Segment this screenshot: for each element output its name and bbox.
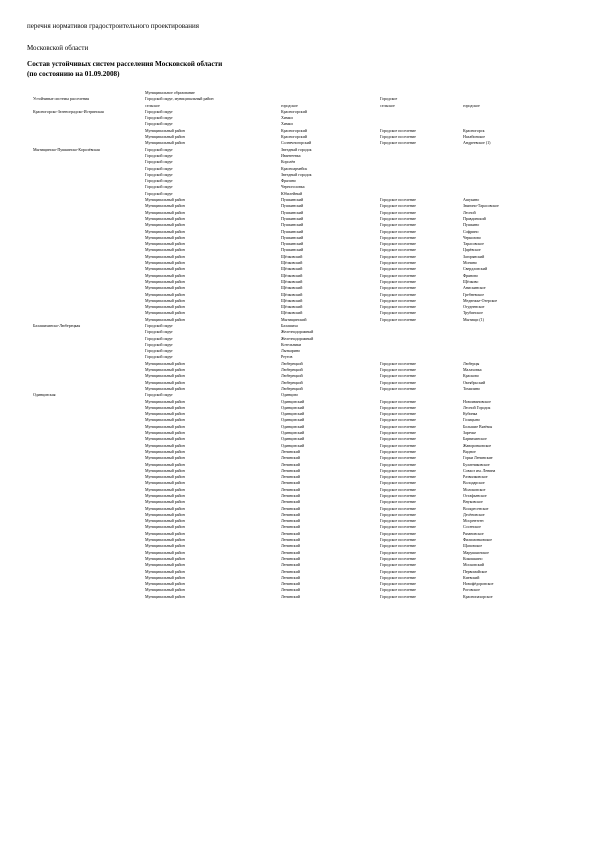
table-cell: Щёлковский: [281, 291, 303, 297]
table-cell: Городское поселение: [380, 480, 416, 486]
table-cell: Городской округ: [145, 184, 174, 190]
table-cell: Городское поселение: [380, 511, 416, 517]
table-cell: Октябрьский: [463, 379, 486, 385]
table-cell: Одинцовский: [281, 436, 305, 442]
table-cell: Ленинский: [281, 593, 300, 599]
table-cell: Сосенское: [463, 524, 481, 530]
table-cell: Городское поселение: [380, 543, 416, 549]
table-cell: Муниципальный район: [145, 480, 185, 486]
table-cell: Муниципальный район: [145, 436, 185, 442]
table-cell: Ленинский: [281, 555, 300, 561]
table-cell: Ленинский: [281, 518, 300, 524]
table-cell: Монино: [463, 260, 477, 266]
table-cell: Красногорский: [281, 127, 307, 133]
table-cell: Городское поселение: [380, 574, 416, 580]
table-cell: Люберецкий: [281, 367, 303, 373]
table-cell: Гребневское: [463, 291, 484, 297]
table-cell: Люберецкий: [281, 360, 303, 366]
table-cell: Щёлковский: [281, 285, 303, 291]
table-cell: Нахабинское: [463, 134, 486, 140]
table-cell: Городское поселение: [380, 404, 416, 410]
table-cell: Городской округ: [145, 159, 174, 165]
table-cell: Городское поселение: [380, 310, 416, 316]
table-cell: Городское поселение: [380, 430, 416, 436]
table-cell: Городской округ: [145, 152, 174, 158]
table-cell: Лыткарино: [281, 348, 301, 354]
table-cell: Муниципальный район: [145, 272, 185, 278]
table-cell: Московский: [463, 562, 484, 568]
table-cell: Муниципальный район: [145, 127, 185, 133]
table-cell: Муниципальный район: [145, 568, 185, 574]
table-cell: Муниципальный район: [145, 461, 185, 467]
table-cell: Городское поселение: [380, 260, 416, 266]
table-cell: Муниципальный район: [145, 285, 185, 291]
table-cell: Щёлковский: [281, 297, 303, 303]
table-cell: Муниципальный район: [145, 555, 185, 561]
table-cell: Городской округ, муниципальный район: [145, 96, 214, 102]
table-cell: Котельники: [281, 341, 302, 347]
table-cell: Анискинское: [463, 285, 486, 291]
table-cell: Одинцовский: [281, 398, 305, 404]
table-cell: Городское поселение: [380, 436, 416, 442]
table-cell: Городское поселение: [380, 423, 416, 429]
table-cell: Фряново: [463, 272, 479, 278]
table-cell: Муниципальный район: [145, 360, 185, 366]
table-cell: Городское поселение: [380, 455, 416, 461]
table-cell: Щёлковский: [281, 253, 303, 259]
table-cell: Муниципальный район: [145, 234, 185, 240]
table-cell: Городское поселение: [380, 562, 416, 568]
table-cell: Загорянский: [463, 253, 485, 259]
table-cell: Муниципальный район: [145, 467, 185, 473]
table-cell: Городское поселение: [380, 373, 416, 379]
table-cell: Муниципальный район: [145, 486, 185, 492]
table-cell: Булатниковское: [463, 461, 490, 467]
table-cell: сельское: [380, 102, 395, 108]
table-cell: Андреевское (1): [463, 140, 491, 146]
table-cell: Городское поселение: [380, 587, 416, 593]
table-cell: Городское поселение: [380, 291, 416, 297]
table-cell: Горки Ленинские: [463, 455, 493, 461]
table-cell: Городское поселение: [380, 241, 416, 247]
table-cell: Одинцово: [281, 392, 299, 398]
table-cell: Ленинский: [281, 474, 300, 480]
table-cell: Красногорск: [463, 127, 485, 133]
table-cell: Одинцовский: [281, 404, 305, 410]
table-cell: Муниципальный район: [145, 316, 185, 322]
table-cell: Жаворонковское: [463, 442, 492, 448]
table-cell: Муниципальный район: [145, 417, 185, 423]
table-cell: Звягино-Тарасовское: [463, 203, 499, 209]
table-cell: Щёлковский: [281, 304, 303, 310]
table-cell: Мытищинский: [281, 316, 307, 322]
table-cell: Щёлковский: [281, 266, 303, 272]
table-cell: Муниципальный район: [145, 448, 185, 454]
table-cell: Звездный городок: [281, 146, 312, 152]
table-cell: Царёвское: [463, 247, 481, 253]
table-cell: Ленинский: [281, 499, 300, 505]
table-cell: Муниципальный район: [145, 247, 185, 253]
table-cell: Медвежье-Озерское: [463, 297, 498, 303]
table-cell: Ленинский: [281, 448, 300, 454]
table-cell: Городское поселение: [380, 505, 416, 511]
table-cell: Томилино: [463, 385, 481, 391]
table-cell: Марушкинское: [463, 549, 489, 555]
table-cell: Красногорский: [281, 134, 307, 140]
table-cell: Ленинский: [281, 461, 300, 467]
table-cell: Железнодорожный: [281, 335, 314, 341]
table-cell: Муниципальный район: [145, 581, 185, 587]
table-cell: Остафьевское: [463, 493, 487, 498]
table-cell: Солнечногорский: [281, 140, 312, 146]
table-cell: Муниципальный район: [145, 304, 185, 310]
table-cell: Ленинский: [281, 486, 300, 492]
table-cell: Муниципальное образование: [145, 90, 195, 95]
table-cell: Городское поселение: [380, 316, 416, 322]
table-cell: Муниципальный район: [145, 373, 185, 379]
table-cell: Малаховка: [463, 367, 482, 373]
table-cell: Городское поселение: [380, 304, 416, 310]
table-cell: Городское поселение: [380, 442, 416, 448]
table-cell: Одинцовский: [281, 423, 305, 429]
table-cell: Люберцы: [463, 360, 480, 366]
table-cell: Муниципальный район: [145, 140, 185, 146]
table-cell: Городское поселение: [380, 568, 416, 574]
table-cell: Молоковское: [463, 486, 486, 492]
table-cell: Пушкинский: [281, 234, 304, 240]
table-cell: Городское поселение: [380, 253, 416, 259]
table-cell: Городское поселение: [380, 524, 416, 530]
document-subtitle: перечня нормативов градостроительного проектирования: [27, 22, 199, 30]
table-cell: Ленинский: [281, 467, 300, 473]
table-cell: Тарасовское: [463, 241, 484, 247]
table-cell: Городское поселение: [380, 530, 416, 536]
table-cell: Городское поселение: [380, 266, 416, 272]
table-cell: Люберецкий: [281, 373, 303, 379]
table-cell: Городское поселение: [380, 499, 416, 505]
table-cell: Городской округ: [145, 190, 174, 196]
settlement-systems-table: [0, 90, 595, 600]
table-cell: Городское поселение: [380, 140, 416, 146]
table-cell: Муниципальный район: [145, 562, 185, 568]
table-cell: Воскресенское: [463, 505, 489, 511]
table-cell: Городское поселение: [380, 247, 416, 253]
table-cell: Муниципальный район: [145, 505, 185, 511]
table-cell: Городское поселение: [380, 209, 416, 215]
table-cell: Муниципальный район: [145, 291, 185, 297]
table-cell: Одинцовский: [281, 411, 305, 417]
table-cell: Барвихинское: [463, 436, 487, 442]
table-cell: Щёлково: [463, 278, 479, 284]
table-cell: Одинцовская: [33, 392, 56, 398]
table-cell: Новофёдоровское: [463, 581, 494, 587]
table-cell: Городское поселение: [380, 360, 416, 366]
table-cell: Ленинский: [281, 581, 300, 587]
table-cell: Люберецкий: [281, 385, 303, 391]
table-cell: Муниципальный район: [145, 241, 185, 247]
table-cell: Лесной: [463, 209, 476, 215]
table-cell: Городской округ: [145, 121, 174, 127]
table-cell: Ивантеевка: [281, 152, 301, 158]
table-cell: Кубинка: [463, 411, 478, 417]
table-cell: Пушкинский: [281, 197, 304, 203]
table-cell: Ленинский: [281, 524, 300, 530]
table-cell: Городское поселение: [380, 234, 416, 240]
table-date: (по состоянию на 01.09.2008): [27, 70, 120, 78]
table-cell: Ленинский: [281, 574, 300, 580]
table-cell: Городское поселение: [380, 549, 416, 555]
table-cell: Черкизово: [463, 234, 481, 240]
table-cell: Городское поселение: [380, 537, 416, 543]
table-cell: Ленинский: [281, 505, 300, 511]
table-cell: Щёлковский: [281, 278, 303, 284]
table-cell: Городское поселение: [380, 593, 416, 599]
table-cell: Городской округ: [145, 348, 174, 354]
table-cell: Киевский: [463, 574, 480, 580]
table-cell: Щёлковский: [281, 310, 303, 316]
table-cell: Щёлковский: [281, 260, 303, 266]
table-cell: Филимонковское: [463, 537, 493, 543]
table-cell: Городской округ: [145, 165, 174, 171]
table-cell: Люберецкий: [281, 379, 303, 385]
table-cell: Муниципальный район: [145, 203, 185, 209]
table-cell: Устойчивые системы расселения: [33, 96, 89, 102]
table-cell: Муниципальный район: [145, 215, 185, 221]
table-cell: Пушкинский: [281, 247, 304, 253]
table-cell: Муниципальный район: [145, 209, 185, 215]
table-cell: Ленинский: [281, 480, 300, 486]
table-cell: Реутов: [281, 354, 293, 360]
table-cell: Красногорский: [281, 108, 307, 114]
table-cell: Городское поселение: [380, 379, 416, 385]
table-cell: Муниципальный район: [145, 587, 185, 593]
table-cell: Городское поселение: [380, 411, 416, 417]
table-cell: Фрязино: [281, 178, 296, 184]
table-cell: Городское: [380, 96, 398, 102]
table-cell: Железнодорожный: [281, 329, 314, 335]
table-cell: Мытищи (1): [463, 316, 485, 322]
table-cell: Городское поселение: [380, 285, 416, 291]
table-cell: Правдинский: [463, 215, 486, 221]
table-cell: Муниципальный район: [145, 222, 185, 228]
table-cell: Красноармейск: [281, 165, 308, 171]
table-cell: Городской округ: [145, 108, 174, 114]
table-cell: Городское поселение: [380, 474, 416, 480]
table-cell: Городское поселение: [380, 385, 416, 391]
table-cell: Муниципальный район: [145, 574, 185, 580]
table-cell: Муниципальный район: [145, 543, 185, 549]
table-cell: Городской округ: [145, 322, 174, 328]
table-cell: Городское поселение: [380, 134, 416, 140]
table-cell: Химки: [281, 115, 293, 121]
table-cell: Городское поселение: [380, 203, 416, 209]
table-cell: Муниципальный район: [145, 297, 185, 303]
table-cell: Муниципальный район: [145, 253, 185, 259]
table-cell: Городское поселение: [380, 486, 416, 492]
table-cell: Муниципальный район: [145, 266, 185, 272]
table-cell: Муниципальный район: [145, 404, 185, 410]
table-cell: Муниципальный район: [145, 455, 185, 461]
table-cell: Ленинский: [281, 562, 300, 568]
table-cell: Городское поселение: [380, 417, 416, 423]
table-cell: Лесной Городок: [463, 404, 491, 410]
table-cell: Химки: [281, 121, 293, 127]
table-cell: Городской округ: [145, 146, 174, 152]
table-cell: Краснопахорское: [463, 593, 493, 599]
table-cell: Большие Вязёмы: [463, 423, 493, 429]
table-cell: Совхоз им. Ленина: [463, 467, 496, 473]
table-cell: Городской округ: [145, 335, 174, 341]
table-cell: Ленинский: [281, 568, 300, 574]
table-cell: Видное: [463, 448, 476, 454]
region-name: Московской области: [27, 44, 89, 52]
table-cell: Юбилейный: [281, 190, 303, 196]
table-cell: Городское поселение: [380, 518, 416, 524]
table-cell: Одинцовский: [281, 442, 305, 448]
table-cell: Голицыно: [463, 417, 481, 423]
table-cell: Муниципальный район: [145, 499, 185, 505]
table-cell: Городское поселение: [380, 228, 416, 234]
table-cell: Кокошкино: [463, 555, 483, 561]
table-cell: Роговское: [463, 587, 480, 593]
table-cell: Пушкинский: [281, 209, 304, 215]
table-cell: Ашукино: [463, 197, 480, 203]
table-cell: Муниципальный район: [145, 197, 185, 203]
table-cell: Щаповское: [463, 543, 483, 549]
table-cell: Городское поселение: [380, 467, 416, 473]
table-cell: Муниципальный район: [145, 310, 185, 316]
table-cell: Володарское: [463, 480, 485, 486]
table-cell: Красково: [463, 373, 479, 379]
table-cell: Городское поселение: [380, 398, 416, 404]
table-cell: Балашиха: [281, 322, 298, 328]
table-cell: Пушкинский: [281, 228, 304, 234]
table-cell: Муниципальный район: [145, 493, 185, 498]
table-cell: Пушкинский: [281, 222, 304, 228]
table-cell: Городское поселение: [380, 581, 416, 587]
table-cell: Муниципальный район: [145, 430, 185, 436]
table-cell: Городской округ: [145, 392, 174, 398]
table-cell: Щёлковский: [281, 272, 303, 278]
table-cell: Городское поселение: [380, 222, 416, 228]
table-cell: Городское поселение: [380, 367, 416, 373]
table-cell: Городское поселение: [380, 448, 416, 454]
table-cell: Первомайское: [463, 568, 488, 574]
table-cell: Рязановское: [463, 530, 484, 536]
table-cell: Городской округ: [145, 115, 174, 121]
table-cell: Пушкино: [463, 222, 480, 228]
table-cell: Ленинский: [281, 549, 300, 555]
table-cell: Городской округ: [145, 178, 174, 184]
table-cell: сельское: [145, 102, 160, 108]
table-cell: Новоивановское: [463, 398, 491, 404]
table-title: Состав устойчивых систем расселения Московской области: [27, 60, 223, 68]
table-cell: Муниципальный район: [145, 134, 185, 140]
table-cell: Королёв: [281, 159, 296, 165]
table-cell: Одинцовский: [281, 417, 305, 423]
table-cell: Развилковское: [463, 474, 488, 480]
table-cell: Муниципальный район: [145, 518, 185, 524]
table-cell: Муниципальный район: [145, 385, 185, 391]
table-cell: Городской округ: [145, 329, 174, 335]
table-cell: Муниципальный район: [145, 278, 185, 284]
table-cell: Муниципальный район: [145, 511, 185, 517]
table-cell: Муниципальный район: [145, 411, 185, 417]
table-cell: Десёновское: [463, 511, 485, 517]
table-cell: Черноголовка: [281, 184, 305, 190]
table-cell: Ленинский: [281, 537, 300, 543]
table-cell: Муниципальный район: [145, 537, 185, 543]
table-cell: Городское поселение: [380, 215, 416, 221]
table-cell: Пушкинский: [281, 241, 304, 247]
table-cell: Красногорско-Зеленоградско-Истринская: [33, 108, 104, 114]
table-cell: Городское поселение: [380, 493, 416, 498]
table-cell: Городское поселение: [380, 461, 416, 467]
table-cell: Городское поселение: [380, 197, 416, 203]
table-cell: Одинцовский: [281, 430, 305, 436]
table-cell: Мосрентген: [463, 518, 484, 524]
table-cell: Муниципальный район: [145, 474, 185, 480]
table-cell: Внуковское: [463, 499, 483, 505]
table-cell: Звездный городок: [281, 171, 312, 177]
table-cell: Заречье: [463, 430, 477, 436]
table-cell: Муниципальный район: [145, 423, 185, 429]
table-cell: Городское поселение: [380, 278, 416, 284]
table-cell: Мытищинско-Пушкинско-Королёвская: [33, 146, 100, 152]
table-cell: Пушкинский: [281, 215, 304, 221]
table-cell: Городской округ: [145, 341, 174, 347]
table-cell: Муниципальный район: [145, 442, 185, 448]
table-row: [0, 594, 595, 600]
table-cell: Городское поселение: [380, 555, 416, 561]
table-cell: Ленинский: [281, 511, 300, 517]
table-cell: Муниципальный район: [145, 228, 185, 234]
table-cell: Пушкинский: [281, 203, 304, 209]
table-cell: Ленинский: [281, 493, 300, 498]
table-cell: Ленинский: [281, 543, 300, 549]
table-cell: Городское поселение: [380, 297, 416, 303]
table-cell: Балашихинско-Люберецкая: [33, 322, 81, 328]
table-cell: Ленинский: [281, 455, 300, 461]
table-cell: Трубинское: [463, 310, 483, 316]
table-cell: Муниципальный район: [145, 398, 185, 404]
table-cell: Огудневское: [463, 304, 485, 310]
table-cell: Ленинский: [281, 530, 300, 536]
table-cell: Софрино: [463, 228, 479, 234]
table-cell: городское: [281, 102, 298, 108]
table-cell: Муниципальный район: [145, 549, 185, 555]
table-cell: Муниципальный район: [145, 367, 185, 373]
table-cell: Городской округ: [145, 171, 174, 177]
table-cell: Муниципальный район: [145, 379, 185, 385]
table-cell: Городское поселение: [380, 127, 416, 133]
table-cell: городское: [463, 102, 480, 108]
table-cell: Муниципальный район: [145, 524, 185, 530]
table-cell: Муниципальный район: [145, 593, 185, 599]
table-cell: Муниципальный район: [145, 260, 185, 266]
table-cell: Ленинский: [281, 587, 300, 593]
table-cell: Городское поселение: [380, 272, 416, 278]
table-cell: Городской округ: [145, 354, 174, 360]
table-cell: Муниципальный район: [145, 530, 185, 536]
table-cell: Свердловский: [463, 266, 488, 272]
